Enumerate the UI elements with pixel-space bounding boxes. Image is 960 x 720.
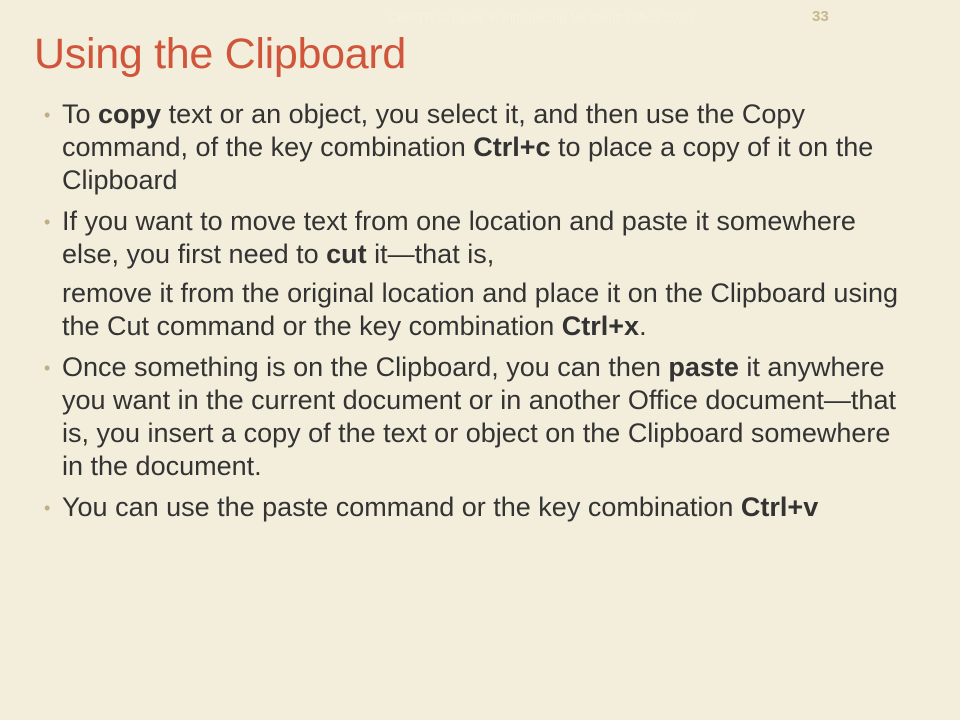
bullet-icon: • bbox=[44, 358, 51, 378]
bullet-icon: • bbox=[44, 212, 51, 232]
bullet-paste-command bbox=[42, 491, 902, 524]
bullet-copy bbox=[42, 98, 902, 197]
bullet-icon: • bbox=[44, 105, 51, 125]
bullet-bold-term: copy bbox=[98, 99, 162, 129]
bullet-shortcut: Ctrl+v bbox=[740, 492, 819, 522]
bullet-bold-term: paste bbox=[668, 352, 739, 382]
bullet-text: it—that is, bbox=[366, 239, 495, 269]
bullet-text: remove it from the original location and place it on the Clipboard using the Cut command or the key combination bbox=[62, 278, 898, 341]
bullet-text: To bbox=[62, 99, 99, 129]
slide-number: 33 bbox=[812, 8, 829, 25]
bullet-text: Once something is on the Clipboard, you can then bbox=[62, 352, 669, 382]
bullet-shortcut: Ctrl+x bbox=[561, 311, 640, 341]
bullet-shortcut: Ctrl+c bbox=[473, 132, 551, 162]
bullet-text: You can use the paste command or the key combination bbox=[62, 492, 741, 522]
bullet-icon: • bbox=[44, 498, 51, 518]
bullet-text: it anywhere you want in the current document or in another Office document—that is, you insert a copy of the text or object on the Clipboard somewhere in the document. bbox=[62, 352, 896, 481]
footer-text: CMPTR Chapter 9: Introducing Microsoft Office 2010 bbox=[388, 10, 693, 25]
paragraph-gap bbox=[62, 271, 902, 277]
bullet-text: text or an object, you select it, and then use the Copy command, of the key combination bbox=[62, 99, 805, 162]
bullet-bold-term: cut bbox=[326, 239, 367, 269]
bullet-cut bbox=[42, 205, 902, 343]
slide-title: Using the Clipboard bbox=[34, 30, 406, 78]
bullet-text: . bbox=[639, 311, 647, 341]
bullet-paste bbox=[42, 351, 902, 483]
bullet-text: If you want to move text from one location and paste it somewhere else, you first need to bbox=[62, 206, 856, 269]
bullet-list bbox=[42, 98, 902, 532]
bullet-text: to place a copy of it on the Clipboard bbox=[62, 132, 874, 195]
